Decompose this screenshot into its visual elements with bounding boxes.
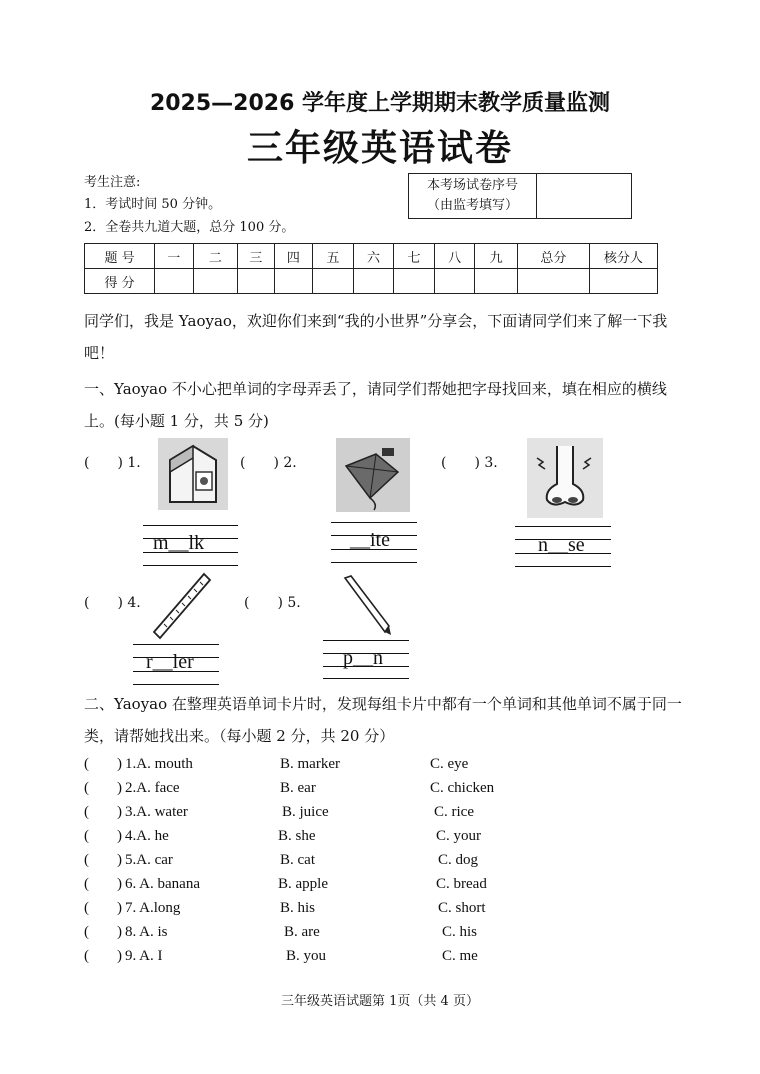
answer-paren-open[interactable]: ( <box>84 876 89 892</box>
score-cell: 核分人 <box>589 244 657 269</box>
answer-paren-open[interactable]: ( <box>84 804 89 820</box>
option-b: B. she <box>278 828 316 844</box>
answer-paren-close[interactable]: ) <box>117 780 122 796</box>
option-b: B. cat <box>280 852 315 868</box>
score-table-header-row <box>85 244 658 269</box>
score-table <box>84 243 658 294</box>
answer-paren-open[interactable]: ( <box>84 852 89 868</box>
score-cell: 四 <box>274 244 313 269</box>
answer-paren-close[interactable]: ) <box>117 828 122 844</box>
s1-item-1-word: m__lk <box>153 532 205 554</box>
answer-paren-close[interactable]: ) <box>117 900 122 916</box>
option-b: B. juice <box>282 804 329 820</box>
sequence-label <box>409 174 537 218</box>
section2-heading: 二、Yaoyao 在整理英语单词卡片时，发现每组卡片中都有一个单词和其他单词不属于同一类，请帮她找出来。（每小题 2 分，共 20 分） <box>84 695 682 745</box>
s1-item-3-label: ( ) 3. <box>441 455 498 471</box>
answer-paren-close[interactable]: ) <box>117 948 122 964</box>
section1-heading: 一、Yaoyao 不小心把单词的字母弄丢了，请同学们帮她把字母找回来，填在相应的横线上。(每小题 1 分，共 5 分) <box>84 380 667 430</box>
option-c: C. your <box>436 828 481 844</box>
option-a: 1.A. mouth <box>125 756 193 772</box>
score-cell: 八 <box>434 244 475 269</box>
notice-heading: 考生注意: <box>84 175 141 190</box>
score-cell: 得 分 <box>85 269 155 294</box>
option-b: B. ear <box>280 780 316 796</box>
option-a: 6. A. banana <box>125 876 200 892</box>
answer-paren-close[interactable]: ) <box>117 756 122 772</box>
intro-text: 同学们，我是 Yaoyao，欢迎你们来到“我的小世界”分享会，下面请同学们来了解一下我吧！ <box>84 312 668 362</box>
option-a: 5.A. car <box>125 852 173 868</box>
score-cell: 六 <box>353 244 394 269</box>
exam-sequence-box <box>408 173 632 219</box>
kite-icon <box>336 438 410 512</box>
s1-item-2-word: __ite <box>350 529 390 551</box>
option-b: B. are <box>284 924 320 940</box>
s1-item-3-word: n__se <box>538 534 585 556</box>
score-cell: 二 <box>193 244 237 269</box>
score-table-score-row <box>85 269 658 294</box>
score-input-cell[interactable] <box>394 269 435 294</box>
notice-item-2: 2．全卷共九道大题，总分 100 分。 <box>84 220 295 235</box>
sequence-label-line1: 本考场试卷序号 <box>426 178 518 193</box>
option-c: C. chicken <box>430 780 495 796</box>
sequence-label-line2: （由监考填写） <box>426 198 518 213</box>
s1-item-5-label: ( ) 5. <box>244 595 301 611</box>
option-c: C. short <box>438 900 486 916</box>
option-b: B. his <box>280 900 316 916</box>
score-input-cell[interactable] <box>589 269 657 294</box>
score-input-cell[interactable] <box>353 269 394 294</box>
score-cell: 九 <box>475 244 518 269</box>
option-c: C. rice <box>434 804 474 820</box>
answer-paren-open[interactable]: ( <box>84 948 89 964</box>
option-c: C. eye <box>430 756 469 772</box>
score-input-cell[interactable] <box>475 269 518 294</box>
score-input-cell[interactable] <box>155 269 194 294</box>
answer-paren-close[interactable]: ) <box>117 804 122 820</box>
s1-item-4-label: ( ) 4. <box>84 595 141 611</box>
option-a: 8. A. is <box>125 924 168 940</box>
answer-paren-open[interactable]: ( <box>84 924 89 940</box>
score-cell: 七 <box>394 244 435 269</box>
notice-item-1: 1．考试时间 50 分钟。 <box>84 197 222 212</box>
option-b: B. you <box>286 948 327 964</box>
option-c: C. bread <box>436 876 487 892</box>
score-input-cell[interactable] <box>434 269 475 294</box>
score-cell: 三 <box>238 244 275 269</box>
exam-subtitle: 三年级英语试卷 <box>246 128 513 169</box>
score-input-cell[interactable] <box>517 269 589 294</box>
score-input-cell[interactable] <box>274 269 313 294</box>
s1-item-2-label: ( ) 2. <box>240 455 297 471</box>
score-cell: 一 <box>155 244 194 269</box>
nose-icon <box>527 438 603 518</box>
option-c: C. me <box>442 948 478 964</box>
s1-item-4-word: r__ler <box>146 651 194 673</box>
answer-paren-close[interactable]: ) <box>117 876 122 892</box>
option-c: C. his <box>442 924 478 940</box>
exam-title: 2025—2026 学年度上学期期末教学质量监测 <box>149 91 611 116</box>
answer-paren-open[interactable]: ( <box>84 780 89 796</box>
s1-item-5-word: p__n <box>343 647 383 669</box>
answer-paren-open[interactable]: ( <box>84 756 89 772</box>
ruler-icon <box>150 570 214 642</box>
pen-icon <box>343 574 393 636</box>
score-cell: 总分 <box>517 244 589 269</box>
answer-paren-close[interactable]: ) <box>117 852 122 868</box>
score-input-cell[interactable] <box>313 269 354 294</box>
option-a: 4.A. he <box>125 828 169 844</box>
option-b: B. marker <box>280 756 340 772</box>
option-b: B. apple <box>278 876 328 892</box>
option-a: 2.A. face <box>125 780 180 796</box>
score-input-cell[interactable] <box>193 269 237 294</box>
s1-item-1-label: ( ) 1. <box>84 455 141 471</box>
milk-carton-icon <box>158 438 228 510</box>
option-a: 3.A. water <box>125 804 188 820</box>
answer-paren-close[interactable]: ) <box>117 924 122 940</box>
score-input-cell[interactable] <box>238 269 275 294</box>
option-c: C. dog <box>438 852 479 868</box>
score-cell: 五 <box>313 244 354 269</box>
option-a: 7. A.long <box>125 900 181 916</box>
answer-paren-open[interactable]: ( <box>84 828 89 844</box>
answer-paren-open[interactable]: ( <box>84 900 89 916</box>
option-a: 9. A. I <box>125 948 163 964</box>
page-footer: 三年级英语试题第 1页（共 4 页） <box>281 994 479 1009</box>
score-cell: 题 号 <box>85 244 155 269</box>
